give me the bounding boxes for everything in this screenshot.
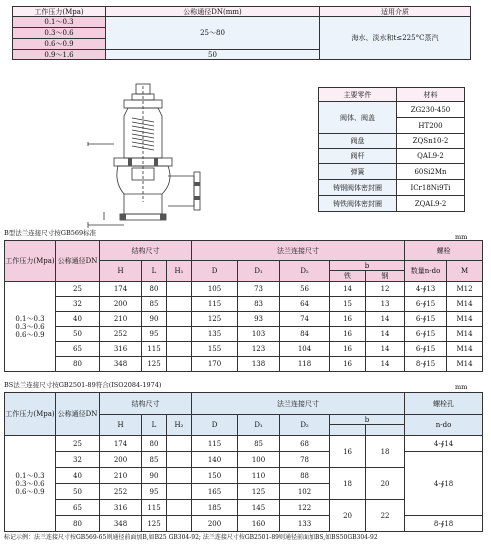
header-pressure: 工作压力(Mpa) bbox=[13, 7, 106, 17]
bs-header-L: L bbox=[142, 415, 167, 436]
bs-header-dn: 公称通径DN bbox=[56, 393, 100, 436]
b-cell: 105 bbox=[192, 282, 238, 297]
valve-drawing bbox=[84, 82, 204, 230]
bs-cell: 85 bbox=[142, 452, 167, 468]
b-cell: 40 bbox=[56, 312, 100, 327]
b-cell: 103 bbox=[238, 327, 280, 342]
b-cell: 56 bbox=[280, 282, 330, 297]
b-cell: M12 bbox=[447, 282, 483, 297]
header-dn: 公称通径DN(mm) bbox=[106, 7, 320, 17]
bs-cell bbox=[167, 516, 192, 532]
b-cell: 123 bbox=[238, 342, 280, 357]
b-header-struct: 结构尺寸 bbox=[100, 241, 192, 261]
b-cell bbox=[167, 282, 192, 297]
b-header-iron: 铁 bbox=[330, 271, 366, 282]
b-cell: 6-∮15 bbox=[405, 342, 447, 357]
bs-cell: 78 bbox=[280, 452, 330, 468]
b-cell: 14 bbox=[330, 282, 366, 297]
bs-b-iron: 16 bbox=[330, 436, 366, 468]
bs-table-unit: mm bbox=[455, 383, 468, 391]
bs-header-D: D bbox=[192, 415, 238, 436]
bs-cell: 252 bbox=[100, 484, 142, 500]
bs-cell: 125 bbox=[142, 516, 167, 532]
bs-header-b-iron bbox=[330, 425, 366, 436]
pressure-cell: 0.3～0.6 bbox=[13, 28, 106, 39]
material-cell: 60Si2Mn bbox=[397, 164, 465, 180]
b-cell: 73 bbox=[238, 282, 280, 297]
bs-cell: 80 bbox=[142, 436, 167, 452]
b-table-unit: mm bbox=[455, 233, 468, 241]
footnote: 标记示例：法兰连接尺寸按GB569-65则通径前面加B,如B25 GB304-92; 法兰连接尺寸按GB2501-89则通径前面加BS,如BS50GB304-92 bbox=[4, 534, 378, 541]
b-cell: 115 bbox=[192, 297, 238, 312]
bs-b-steel: 18 bbox=[366, 436, 405, 468]
bs-cell: 80 bbox=[56, 516, 100, 532]
b-cell bbox=[167, 312, 192, 327]
bs-cell: 95 bbox=[142, 484, 167, 500]
material-cell: HT200 bbox=[397, 118, 465, 134]
b-cell: 16 bbox=[330, 327, 366, 342]
pressure-cell: 0.6～0.9 bbox=[13, 39, 106, 50]
b-cell: 74 bbox=[280, 312, 330, 327]
b-cell: 65 bbox=[56, 342, 100, 357]
b-cell: 80 bbox=[142, 282, 167, 297]
bs-cell: 200 bbox=[100, 452, 142, 468]
bs-cell: 122 bbox=[280, 500, 330, 516]
b-header-L: L bbox=[142, 261, 167, 282]
part-cell: 阀盘 bbox=[319, 134, 397, 149]
bs-cell: 160 bbox=[238, 516, 280, 532]
bs-cell: 316 bbox=[100, 500, 142, 516]
bs-cell bbox=[167, 500, 192, 516]
b-cell: 14 bbox=[366, 312, 405, 327]
bs-cell: 102 bbox=[280, 484, 330, 500]
materials-header-material: 材料 bbox=[397, 88, 465, 102]
b-header-D2: D₂ bbox=[280, 261, 330, 282]
b-cell: 118 bbox=[280, 357, 330, 372]
pressure-cell: 0.1～0.3 bbox=[13, 17, 106, 28]
b-cell: 64 bbox=[280, 297, 330, 312]
bs-cell: 40 bbox=[56, 468, 100, 484]
bs-table-title: BS法兰连接尺寸按GB2501-89符合(ISO2084-1974) bbox=[4, 381, 162, 389]
material-cell: ZQSn10-2 bbox=[397, 134, 465, 149]
bs-cell: 125 bbox=[238, 484, 280, 500]
b-header-count: 数量n-do bbox=[405, 261, 447, 282]
b-cell: 210 bbox=[100, 312, 142, 327]
b-cell: 155 bbox=[192, 342, 238, 357]
b-cell: 13 bbox=[366, 297, 405, 312]
part-cell: 阀杆 bbox=[319, 149, 397, 164]
bs-cell bbox=[167, 468, 192, 484]
bs-cell: 115 bbox=[142, 500, 167, 516]
bs-cell: 32 bbox=[56, 452, 100, 468]
b-cell: M14 bbox=[447, 357, 483, 372]
b-cell: 8-∮15 bbox=[405, 357, 447, 372]
b-cell bbox=[167, 327, 192, 342]
b-header-D1: D₁ bbox=[238, 261, 280, 282]
bs-header-H: H bbox=[100, 415, 142, 436]
b-cell: 200 bbox=[100, 297, 142, 312]
materials-header-part: 主要零件 bbox=[319, 88, 397, 102]
b-cell bbox=[167, 342, 192, 357]
bs-header-H1: H₂ bbox=[167, 415, 192, 436]
b-cell: 85 bbox=[142, 297, 167, 312]
bs-header-D1: D₁ bbox=[238, 415, 280, 436]
b-table bbox=[4, 240, 483, 372]
b-cell: 25 bbox=[56, 282, 100, 297]
bs-pressure-range: 0.1～0.3 0.3～0.6 0.6～0.9 bbox=[5, 436, 56, 532]
b-cell: 14 bbox=[366, 357, 405, 372]
b-pressure-range: 0.1～0.3 0.3～0.6 0.6～0.9 bbox=[5, 282, 56, 372]
material-cell: ZQAL9-2 bbox=[397, 196, 465, 212]
b-cell: 6-∮15 bbox=[405, 312, 447, 327]
b-cell: M14 bbox=[447, 342, 483, 357]
bs-header-bolt: 螺栓孔 bbox=[405, 393, 483, 415]
bs-b-steel: 22 bbox=[366, 500, 405, 532]
bs-table bbox=[4, 392, 483, 532]
bs-header-nd: n-do bbox=[405, 415, 483, 436]
bs-header-flange: 法兰连接尺寸 bbox=[192, 393, 405, 415]
bs-b-steel: 20 bbox=[366, 468, 405, 500]
b-cell: 93 bbox=[238, 312, 280, 327]
bs-header-struct: 结构尺寸 bbox=[100, 393, 192, 415]
b-cell: 50 bbox=[56, 327, 100, 342]
bs-cell: 90 bbox=[142, 468, 167, 484]
bs-cell: 68 bbox=[280, 436, 330, 452]
b-cell: 104 bbox=[280, 342, 330, 357]
b-cell: 14 bbox=[366, 342, 405, 357]
b-cell: 14 bbox=[366, 327, 405, 342]
bs-cell: 115 bbox=[192, 436, 238, 452]
b-cell: 32 bbox=[56, 297, 100, 312]
bs-cell bbox=[167, 452, 192, 468]
b-cell: 316 bbox=[100, 342, 142, 357]
dn-cell: 25～80 bbox=[106, 17, 320, 50]
b-cell: 252 bbox=[100, 327, 142, 342]
b-cell: 4-∮13 bbox=[405, 282, 447, 297]
b-header-H: H bbox=[100, 261, 142, 282]
bs-bolt: 4-∮14 bbox=[405, 436, 483, 452]
bs-header-pressure: 工作压力(Mpa) bbox=[5, 393, 56, 436]
bs-cell: 25 bbox=[56, 436, 100, 452]
bs-cell: 140 bbox=[192, 452, 238, 468]
bs-header-b-steel bbox=[366, 425, 405, 436]
b-cell: M14 bbox=[447, 297, 483, 312]
b-cell: 12 bbox=[366, 282, 405, 297]
b-cell: 83 bbox=[238, 297, 280, 312]
bs-cell: 85 bbox=[238, 436, 280, 452]
b-cell: 15 bbox=[330, 297, 366, 312]
bs-cell: 185 bbox=[192, 500, 238, 516]
b-cell: 6-∮15 bbox=[405, 297, 447, 312]
bs-cell: 50 bbox=[56, 484, 100, 500]
b-cell: 115 bbox=[142, 342, 167, 357]
b-header-steel: 钢 bbox=[366, 271, 405, 282]
bs-b-iron: 20 bbox=[330, 500, 366, 532]
bs-cell: 150 bbox=[192, 468, 238, 484]
part-cell: 阀体、阀盖 bbox=[319, 102, 397, 134]
b-header-H1: H₁ bbox=[167, 261, 192, 282]
b-table-title: B型法兰连接尺寸按GB569标准 bbox=[4, 229, 97, 237]
material-cell: ICr18Ni9Ti bbox=[397, 180, 465, 196]
bs-cell: 210 bbox=[100, 468, 142, 484]
b-header-b: b bbox=[330, 261, 405, 271]
b-cell: 16 bbox=[330, 312, 366, 327]
b-cell: 80 bbox=[56, 357, 100, 372]
b-header-m: M bbox=[447, 261, 483, 282]
header-medium: 适用介质 bbox=[320, 7, 471, 17]
b-cell: 348 bbox=[100, 357, 142, 372]
part-cell: 弹簧 bbox=[319, 164, 397, 180]
part-cell: 铸钢阀体密封圈 bbox=[319, 180, 397, 196]
b-cell: 95 bbox=[142, 327, 167, 342]
bs-bolt: 4-∮18 bbox=[405, 452, 483, 516]
bs-cell: 348 bbox=[100, 516, 142, 532]
b-header-pressure: 工作压力(Mpa) bbox=[5, 241, 56, 282]
b-cell: 135 bbox=[192, 327, 238, 342]
bs-header-b: b bbox=[330, 415, 405, 425]
bs-cell bbox=[167, 436, 192, 452]
b-cell: 6-∮15 bbox=[405, 327, 447, 342]
b-cell bbox=[167, 297, 192, 312]
bs-cell: 133 bbox=[280, 516, 330, 532]
b-cell: 174 bbox=[100, 282, 142, 297]
b-cell: 170 bbox=[192, 357, 238, 372]
bs-cell: 100 bbox=[238, 452, 280, 468]
bs-cell: 110 bbox=[238, 468, 280, 484]
spec-table bbox=[12, 6, 471, 60]
bs-cell: 88 bbox=[280, 468, 330, 484]
bs-cell: 165 bbox=[192, 484, 238, 500]
b-header-dn: 公称通径DN bbox=[56, 241, 100, 282]
b-cell: M14 bbox=[447, 312, 483, 327]
b-cell bbox=[167, 357, 192, 372]
bs-b-iron: 18 bbox=[330, 468, 366, 500]
b-cell: 16 bbox=[330, 357, 366, 372]
b-header-D: D bbox=[192, 261, 238, 282]
b-cell: 138 bbox=[238, 357, 280, 372]
material-cell: ZG230-450 bbox=[397, 102, 465, 118]
b-cell: 84 bbox=[280, 327, 330, 342]
b-header-flange: 法兰连接尺寸 bbox=[192, 241, 405, 261]
dn-cell: 50 bbox=[106, 50, 320, 60]
bs-cell: 65 bbox=[56, 500, 100, 516]
pressure-cell: 0.9～1.6 bbox=[13, 50, 106, 60]
b-cell: 125 bbox=[192, 312, 238, 327]
b-cell: 90 bbox=[142, 312, 167, 327]
b-cell: 125 bbox=[142, 357, 167, 372]
bs-cell: 200 bbox=[192, 516, 238, 532]
material-cell: QAL9-2 bbox=[397, 149, 465, 164]
materials-table bbox=[318, 87, 465, 212]
b-cell: 16 bbox=[330, 342, 366, 357]
bs-cell: 145 bbox=[238, 500, 280, 516]
bs-cell: 174 bbox=[100, 436, 142, 452]
b-header-bolt: 螺栓 bbox=[405, 241, 483, 261]
medium-cell: 海水、淡水和t≤225°C蒸汽 bbox=[320, 17, 471, 60]
b-cell: M14 bbox=[447, 327, 483, 342]
part-cell: 铸铁阀体密封圈 bbox=[319, 196, 397, 212]
bs-cell bbox=[167, 484, 192, 500]
bs-bolt: 8-∮18 bbox=[405, 516, 483, 532]
bs-header-D2: D₂ bbox=[280, 415, 330, 436]
